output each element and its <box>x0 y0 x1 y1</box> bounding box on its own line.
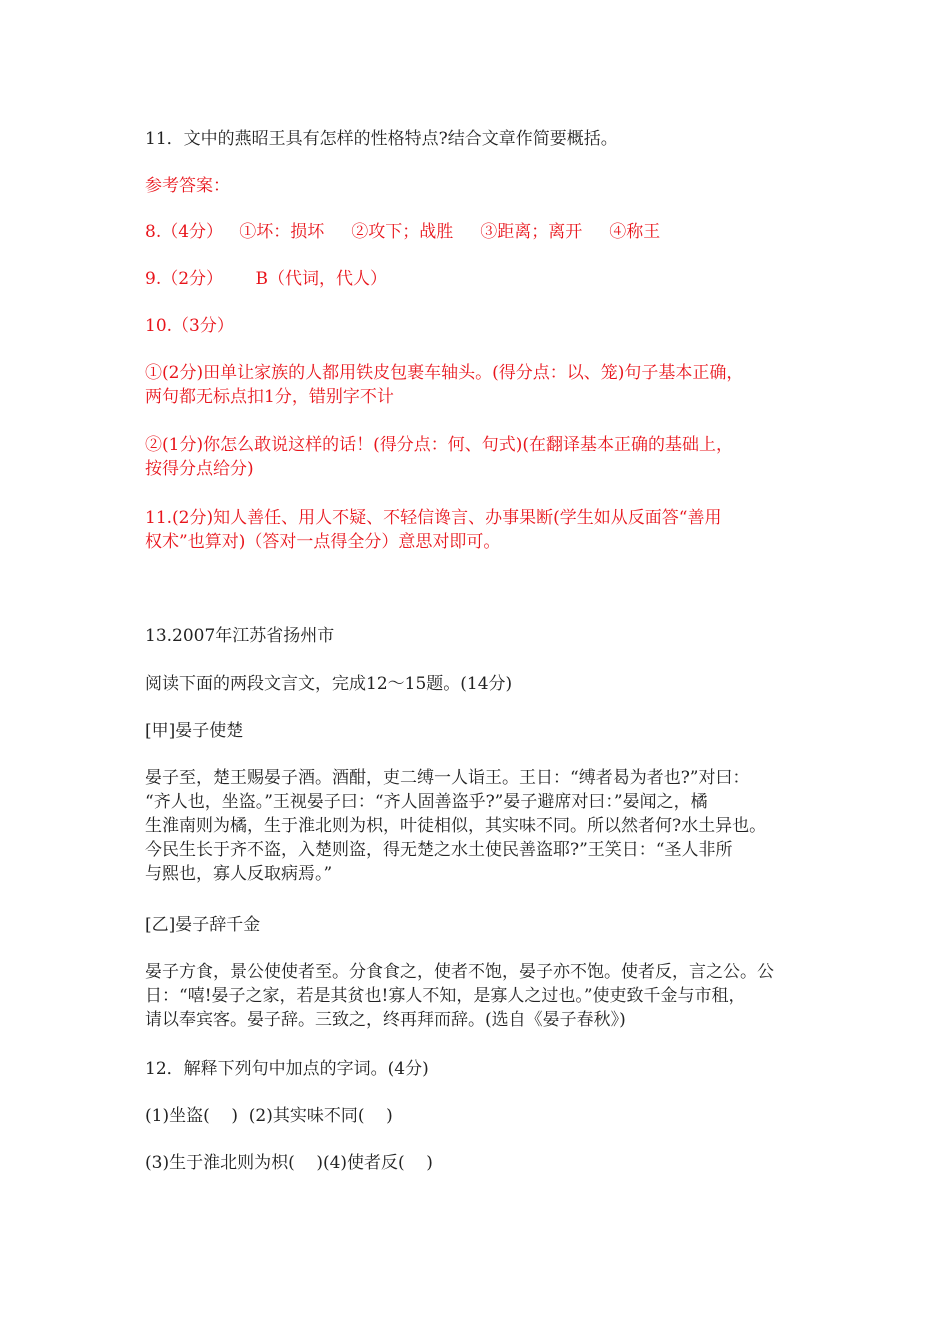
passage-jia-line: 与熙也，寡人反取病焉。” <box>145 864 333 884</box>
passage-jia-line: “齐人也，坐盗。”王视晏子曰：“齐人固善盗乎?”晏子避席对曰：”晏闻之，橘 <box>145 792 708 812</box>
passage-jia-title: [甲]晏子使楚 <box>145 721 244 741</box>
passage-jia-line: 今民生长于齐不盗，入楚则盗，得无楚之水土使民善盗耶?”王笑日：“圣人非所 <box>145 840 733 860</box>
question-12-items-line2: (3)生于淮北则为枳( )(4)使者反( ) <box>145 1153 433 1173</box>
passage-yi-line: 日：“嘻!晏子之家，若是其贫也!寡人不知，是寡人之过也。”使吏致千金与市租， <box>145 986 746 1006</box>
section-instruction: 阅读下面的两段文言文，完成12～15题。(14分) <box>145 674 513 694</box>
question-12: 12．解释下列句中加点的字词。(4分) <box>145 1059 429 1079</box>
section-title: 13.2007年江苏省扬州市 <box>145 626 335 646</box>
passage-jia-line: 生淮南则为橘，生于淮北则为枳，叶徒相似，其实味不同。所以然者何?水土异也。 <box>145 816 767 836</box>
answer-10-2-line1: ②(1分)你怎么敢说这样的话！(得分点：何、句式)(在翻译基本正确的基础上， <box>145 435 733 455</box>
passage-jia-line: 晏子至，楚王赐晏子酒。酒酣，吏二缚一人诣王。王日：“缚者曷为者也?”对曰： <box>145 768 750 788</box>
answers-heading: 参考答案： <box>145 176 230 196</box>
answer-10-2-line2: 按得分点给分) <box>145 459 254 479</box>
passage-yi-line: 晏子方食，景公使使者至。分食食之，使者不饱，晏子亦不饱。使者反，言之公。公 <box>145 962 774 982</box>
answer-11-line2: 权术”也算对)（答对一点得全分）意思对即可。 <box>145 532 501 552</box>
passage-yi-line: 请以奉宾客。晏子辞。三致之，终再拜而辞。(选自《晏子春秋》) <box>145 1010 626 1030</box>
answer-10-1-line1: ①(2分)田单让家族的人都用铁皮包裹车轴头。(得分点：以、笼)句子基本正确， <box>145 363 744 383</box>
passage-yi-title: [乙]晏子辞千金 <box>145 915 261 935</box>
answer-8: 8.（4分） ①坏：损坏 ②攻下；战胜 ③距离；离开 ④称王 <box>145 222 661 242</box>
question-12-items-line1: (1)坐盗( ) (2)其实味不同( ) <box>145 1106 393 1126</box>
answer-10: 10.（3分） <box>145 316 234 336</box>
question-11: 11．文中的燕昭王具有怎样的性格特点?结合文章作简要概括。 <box>145 129 618 149</box>
answer-9: 9.（2分） B（代词，代人） <box>145 269 387 289</box>
answer-11-line1: 11.(2分)知人善任、用人不疑、不轻信谗言、办事果断(学生如从反面答“善用 <box>145 508 722 528</box>
answer-10-1-line2: 两句都无标点扣1分，错别字不计 <box>145 387 394 407</box>
